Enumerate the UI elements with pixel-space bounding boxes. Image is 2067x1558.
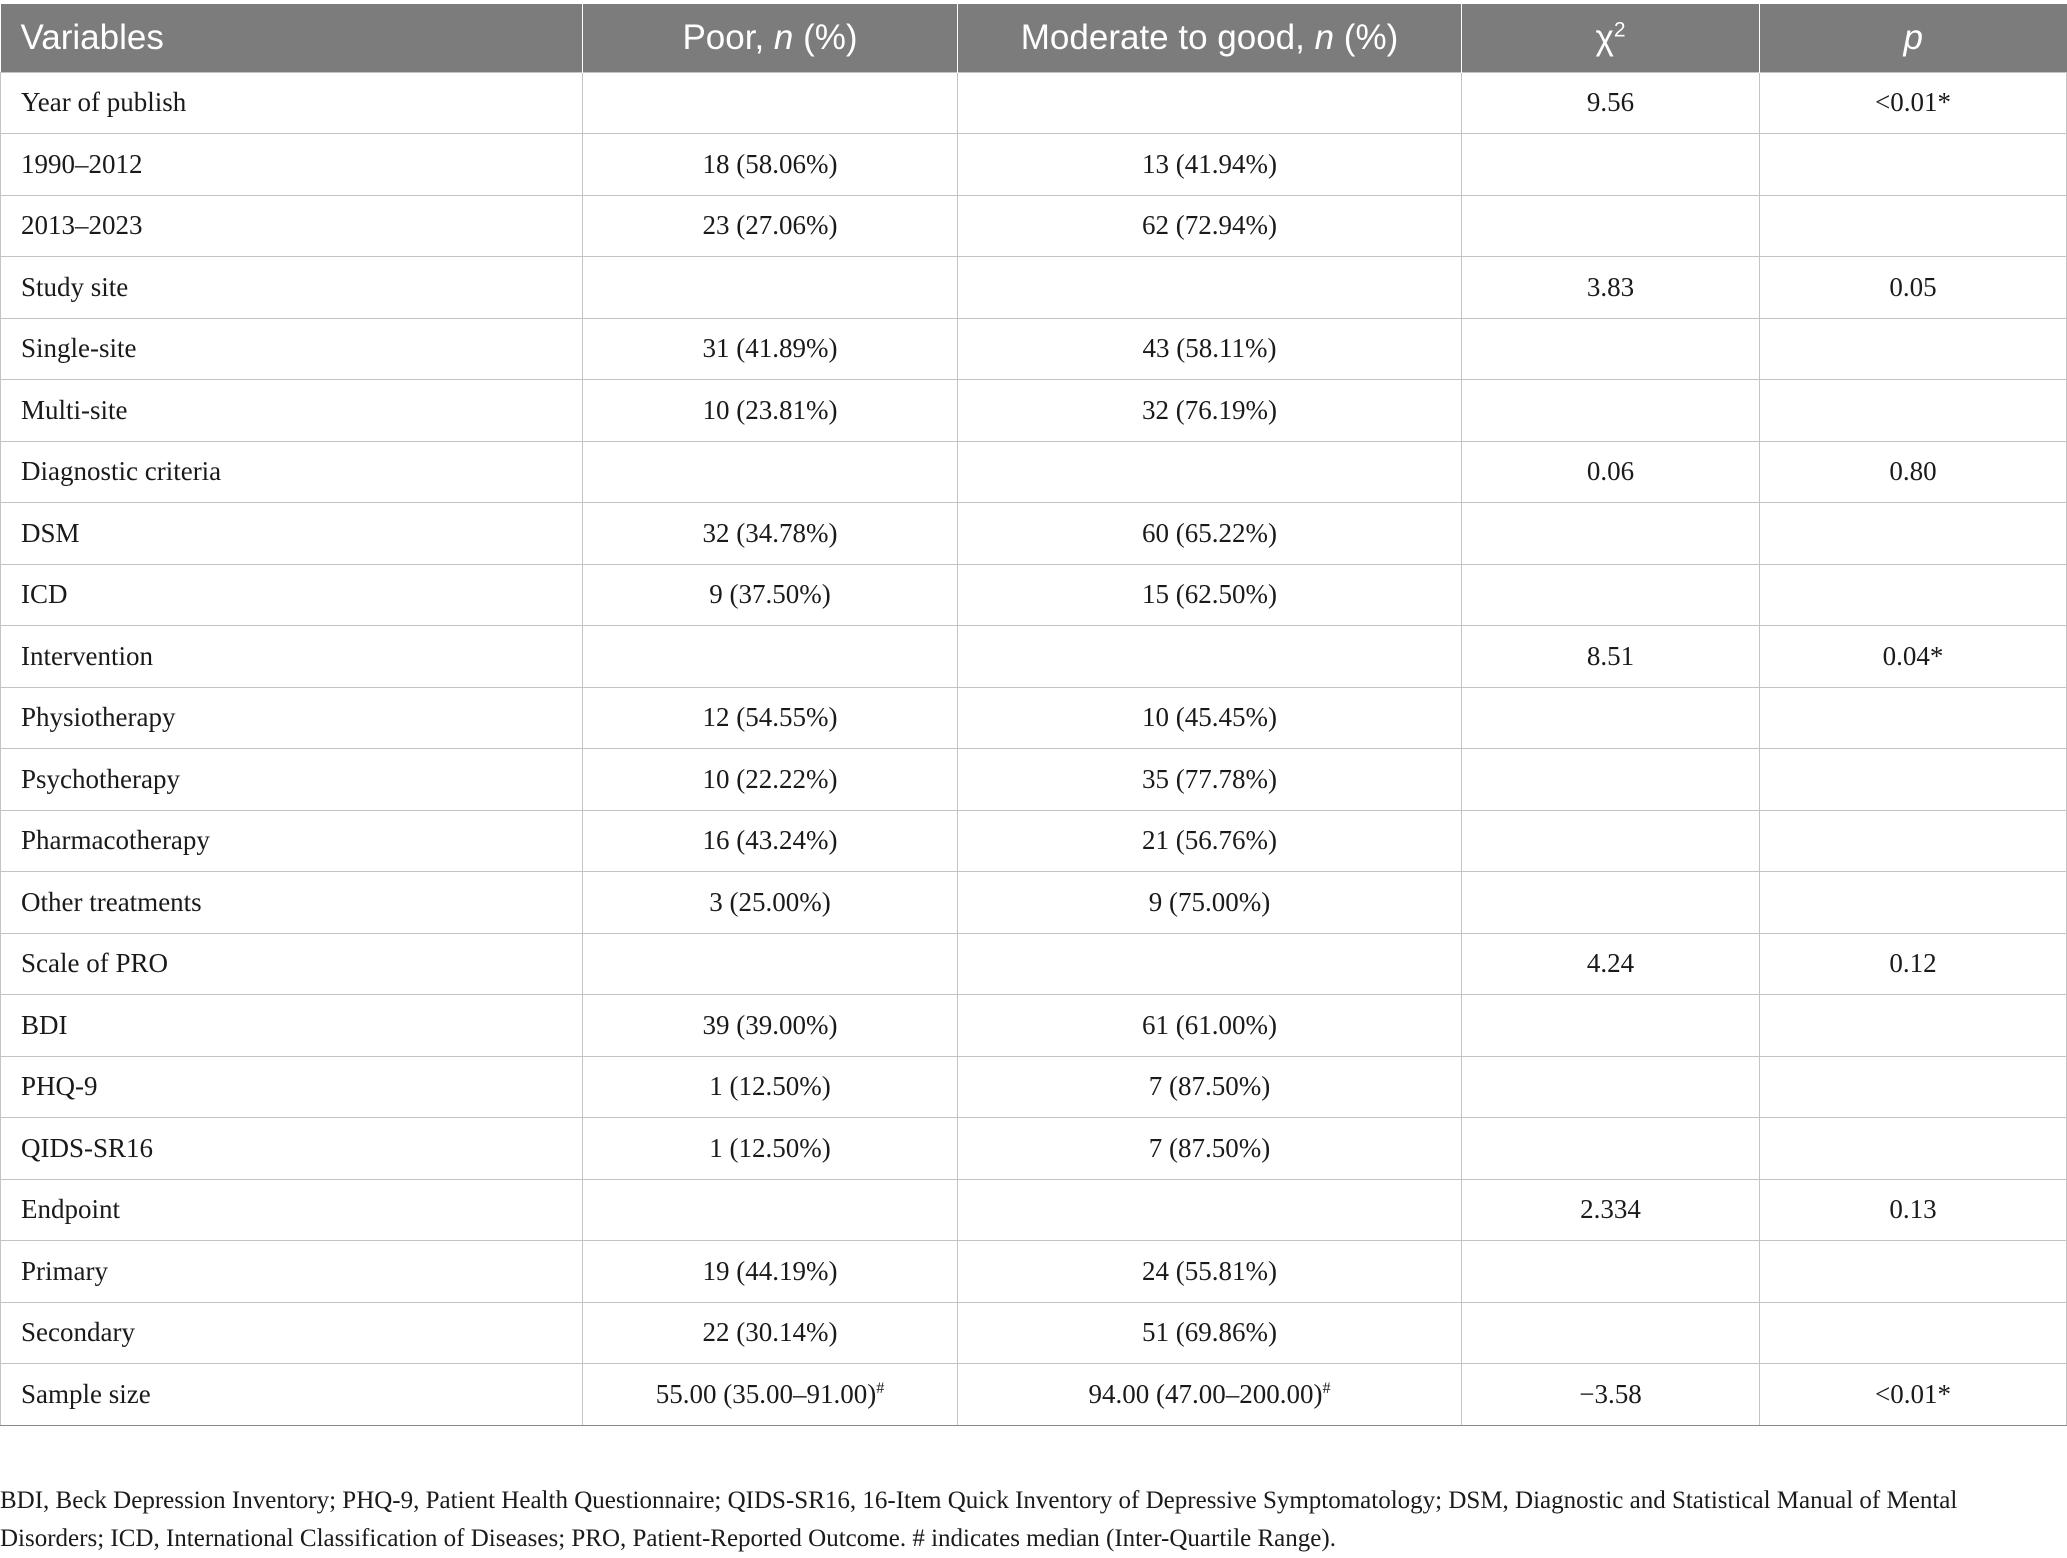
cell-text: 0.13 [1889, 1194, 1937, 1225]
table-row [1, 195, 2067, 257]
variable-cell [1, 318, 583, 380]
chi-square-cell [1462, 1241, 1760, 1303]
header-poor: Poor, n (%) [583, 4, 958, 72]
cell-text: 22 (30.14%) [702, 1317, 838, 1348]
moderate-good-cell [958, 1118, 1462, 1180]
moderate-good-cell [958, 933, 1462, 995]
cell-text: Multi-site [21, 394, 128, 425]
cell-text: 9 (75.00%) [1148, 886, 1271, 917]
document [0, 4, 2067, 1426]
variable-cell [1, 1179, 583, 1241]
header-chi-square: $\chi^2$ [1462, 4, 1760, 72]
cell-text: 24 (55.81%) [1142, 1255, 1277, 1286]
poor-cell [583, 195, 958, 257]
cell-text: 10 (22.22%) [702, 763, 838, 794]
poor-cell [583, 749, 958, 811]
poor-cell [583, 687, 958, 749]
cell-text: 0.06 [1586, 456, 1635, 487]
variable-cell [1, 503, 583, 565]
cell-text: ICD [21, 579, 68, 610]
variable-cell [1, 626, 583, 688]
cell-text: 32 (76.19%) [1142, 394, 1277, 425]
cell-text: 43 (58.11%) [1142, 333, 1277, 364]
chi-square-cell [1462, 687, 1760, 749]
cell-text: 2.334 [1580, 1194, 1641, 1225]
p-value-cell [1760, 810, 2067, 872]
cell-text: 3.83 [1586, 271, 1635, 302]
cell-text: 1 (12.50%) [709, 1132, 831, 1163]
table-row [1, 626, 2067, 688]
cell-text: QIDS-SR16 [21, 1132, 154, 1163]
cell-text: 3 (25.00%) [709, 886, 831, 917]
cell-text: 39 (39.00%) [702, 1009, 838, 1040]
variable-cell [1, 687, 583, 749]
table-header [1, 4, 2067, 72]
cell-text: 35 (77.78%) [1142, 763, 1277, 794]
poor-cell [583, 1118, 958, 1180]
poor-cell [583, 380, 958, 442]
table-row [1, 441, 2067, 503]
variable-cell [1, 1364, 583, 1426]
variable-cell [1, 749, 583, 811]
cell-text: 62 (72.94%) [1142, 210, 1277, 241]
cell-text: 9 (37.50%) [709, 579, 831, 610]
header-p-value: p [1760, 4, 2067, 72]
variable-cell [1, 1118, 583, 1180]
cell-text: 31 (41.89%) [702, 333, 838, 364]
table-row [1, 1118, 2067, 1180]
p-value-cell [1760, 503, 2067, 565]
cell-text: Secondary [21, 1317, 135, 1348]
table-row [1, 995, 2067, 1057]
cell-text: 61 (61.00%) [1142, 1009, 1277, 1040]
p-value-cell [1760, 1364, 2067, 1426]
variable-cell [1, 134, 583, 196]
poor-cell [583, 810, 958, 872]
table-row [1, 810, 2067, 872]
cell-text: 12 (54.55%) [702, 702, 838, 733]
chi-square-cell [1462, 1364, 1760, 1426]
chi-square-cell [1462, 1118, 1760, 1180]
table-footnote: BDI, Beck Depression Inventory; PHQ-9, Patient Health Questionnaire; QIDS-SR16, 16-Item Quick Inventory of Depressive Symptomatology; DSM, Diagnostic and Statistical Manual of Mental Disorders; ICD, International Classification of Diseases; PRO, Patient-Reported Outcome. # indicates median (Inter-Quartile Range). [0, 1487, 1958, 1552]
cell-text: 18 (58.06%) [702, 148, 838, 179]
moderate-good-cell [958, 380, 1462, 442]
moderate-good-cell [958, 626, 1462, 688]
p-value-cell [1760, 257, 2067, 319]
moderate-good-cell [958, 749, 1462, 811]
moderate-good-cell [958, 503, 1462, 565]
cell-text: 0.12 [1889, 948, 1937, 979]
cell-text: Single-site [21, 333, 137, 364]
variable-cell [1, 1056, 583, 1118]
poor-cell [583, 441, 958, 503]
cell-text: DSM [21, 517, 80, 548]
cell-text: 9.56 [1586, 87, 1635, 118]
variable-cell [1, 195, 583, 257]
moderate-good-cell [958, 318, 1462, 380]
moderate-good-cell [958, 687, 1462, 749]
cell-text: 1 (12.50%) [709, 1071, 831, 1102]
table-row [1, 1056, 2067, 1118]
p-value-cell [1760, 441, 2067, 503]
moderate-good-cell [958, 195, 1462, 257]
poor-cell [583, 626, 958, 688]
p-value-cell [1760, 995, 2067, 1057]
table-row [1, 257, 2067, 319]
table-row [1, 872, 2067, 934]
cell-text: Year of publish [21, 87, 187, 118]
cell-text: 60 (65.22%) [1142, 517, 1277, 548]
p-value-cell [1760, 1179, 2067, 1241]
p-value-cell [1760, 872, 2067, 934]
variable-cell [1, 995, 583, 1057]
variable-cell [1, 933, 583, 995]
table-row [1, 503, 2067, 565]
chi-square-cell [1462, 564, 1760, 626]
table-row [1, 380, 2067, 442]
cell-text: −3.58 [1579, 1378, 1642, 1409]
table-row [1, 1241, 2067, 1303]
variable-cell [1, 72, 583, 134]
chi-square-cell [1462, 380, 1760, 442]
cell-text: Diagnostic criteria [21, 456, 222, 487]
chi-square-cell [1462, 195, 1760, 257]
chi-square-cell [1462, 872, 1760, 934]
p-value-cell [1760, 564, 2067, 626]
table-row [1, 1179, 2067, 1241]
cell-text: Study site [21, 271, 129, 302]
table-row [1, 1302, 2067, 1364]
chi-square-cell [1462, 1302, 1760, 1364]
poor-cell [583, 257, 958, 319]
variable-cell [1, 1241, 583, 1303]
cell-text: 0.05 [1889, 271, 1937, 302]
cell-text: 0.04* [1882, 640, 1944, 671]
table-row [1, 564, 2067, 626]
table-row [1, 134, 2067, 196]
header-row [1, 4, 2067, 72]
p-value-cell [1760, 1302, 2067, 1364]
cell-text: Other treatments [21, 886, 202, 917]
cell-text: 1990–2012 [21, 148, 143, 179]
cell-text: Primary [21, 1255, 108, 1286]
chi-square-cell [1462, 810, 1760, 872]
moderate-good-cell [958, 1302, 1462, 1364]
poor-cell [583, 872, 958, 934]
moderate-good-cell [958, 1056, 1462, 1118]
cell-text: Psychotherapy [21, 763, 180, 794]
p-value-cell [1760, 134, 2067, 196]
chi-square-cell [1462, 72, 1760, 134]
poor-cell [583, 1364, 958, 1426]
table-row [1, 318, 2067, 380]
chi-square-cell [1462, 441, 1760, 503]
chi-square-cell [1462, 318, 1760, 380]
poor-cell [583, 72, 958, 134]
cell-text: 0.80 [1889, 456, 1937, 487]
cell-text: 10 (45.45%) [1142, 702, 1277, 733]
chi-square-cell [1462, 503, 1760, 565]
table-row [1, 72, 2067, 134]
p-value-cell [1760, 933, 2067, 995]
cell-text: 10 (23.81%) [702, 394, 838, 425]
table-row [1, 749, 2067, 811]
poor-cell [583, 1241, 958, 1303]
moderate-good-cell [958, 1241, 1462, 1303]
chi-square-cell [1462, 749, 1760, 811]
moderate-good-cell [958, 810, 1462, 872]
moderate-good-cell [958, 441, 1462, 503]
poor-cell [583, 1179, 958, 1241]
table-body [1, 72, 2067, 1425]
p-value-cell [1760, 1118, 2067, 1180]
chi-square-cell [1462, 626, 1760, 688]
cell-text: Intervention [21, 640, 153, 671]
variable-cell [1, 810, 583, 872]
variable-cell [1, 1302, 583, 1364]
p-value-cell [1760, 1056, 2067, 1118]
cell-text: 23 (27.06%) [702, 210, 838, 241]
cell-text: 8.51 [1586, 640, 1635, 671]
cell-text: 4.24 [1586, 948, 1635, 979]
poor-cell [583, 134, 958, 196]
moderate-good-cell [958, 1364, 1462, 1426]
chi-square-cell [1462, 1179, 1760, 1241]
moderate-good-cell [958, 257, 1462, 319]
results-table [0, 4, 2067, 1426]
cell-text: 51 (69.86%) [1142, 1317, 1277, 1348]
variable-cell [1, 257, 583, 319]
chi-square-cell [1462, 995, 1760, 1057]
header-moderate-to-good: Moderate to good, n (%) [958, 4, 1462, 72]
median-marker: # [876, 1378, 885, 1397]
cell-text: 2013–2023 [21, 210, 143, 241]
cell-text: BDI [21, 1009, 68, 1040]
poor-cell [583, 1302, 958, 1364]
p-value-cell [1760, 380, 2067, 442]
p-value-cell [1760, 318, 2067, 380]
chi-square-cell [1462, 1056, 1760, 1118]
median-marker: # [1322, 1378, 1331, 1397]
poor-cell [583, 564, 958, 626]
cell-text: 16 (43.24%) [702, 825, 838, 856]
p-value-cell [1760, 1241, 2067, 1303]
poor-cell [583, 503, 958, 565]
cell-text: PHQ-9 [21, 1071, 98, 1102]
variable-cell [1, 441, 583, 503]
table-row [1, 1364, 2067, 1426]
poor-cell [583, 995, 958, 1057]
header-variables: Variables [20, 17, 164, 57]
table-row [1, 687, 2067, 749]
p-value-cell [1760, 72, 2067, 134]
variable-cell [1, 380, 583, 442]
p-value-cell [1760, 749, 2067, 811]
cell-text: Scale of PRO [21, 948, 168, 979]
cell-text: 94.00 (47.00–200.00) [1088, 1378, 1323, 1409]
poor-cell [583, 1056, 958, 1118]
cell-text: <0.01* [1875, 1378, 1951, 1409]
cell-text: 21 (56.76%) [1142, 825, 1277, 856]
variable-cell [1, 564, 583, 626]
cell-text: Endpoint [21, 1194, 120, 1225]
moderate-good-cell [958, 72, 1462, 134]
cell-text: 32 (34.78%) [702, 517, 838, 548]
cell-text: <0.01* [1875, 87, 1951, 118]
cell-text: Physiotherapy [21, 702, 176, 733]
chi-square-cell [1462, 257, 1760, 319]
moderate-good-cell [958, 1179, 1462, 1241]
poor-cell [583, 933, 958, 995]
variable-cell [1, 872, 583, 934]
p-value-cell [1760, 687, 2067, 749]
moderate-good-cell [958, 564, 1462, 626]
p-value-cell [1760, 626, 2067, 688]
chi-square-cell [1462, 933, 1760, 995]
cell-text: 15 (62.50%) [1142, 579, 1277, 610]
moderate-good-cell [958, 995, 1462, 1057]
cell-text: Pharmacotherapy [21, 825, 210, 856]
cell-text: 7 (87.50%) [1148, 1071, 1271, 1102]
cell-text: 13 (41.94%) [1142, 148, 1277, 179]
table-row [1, 933, 2067, 995]
poor-cell [583, 318, 958, 380]
chi-square-cell [1462, 134, 1760, 196]
cell-text: 55.00 (35.00–91.00) [655, 1378, 877, 1409]
cell-text: Sample size [21, 1378, 151, 1409]
cell-text: 19 (44.19%) [702, 1255, 838, 1286]
moderate-good-cell [958, 134, 1462, 196]
cell-text: 7 (87.50%) [1148, 1132, 1271, 1163]
moderate-good-cell [958, 872, 1462, 934]
p-value-cell [1760, 195, 2067, 257]
